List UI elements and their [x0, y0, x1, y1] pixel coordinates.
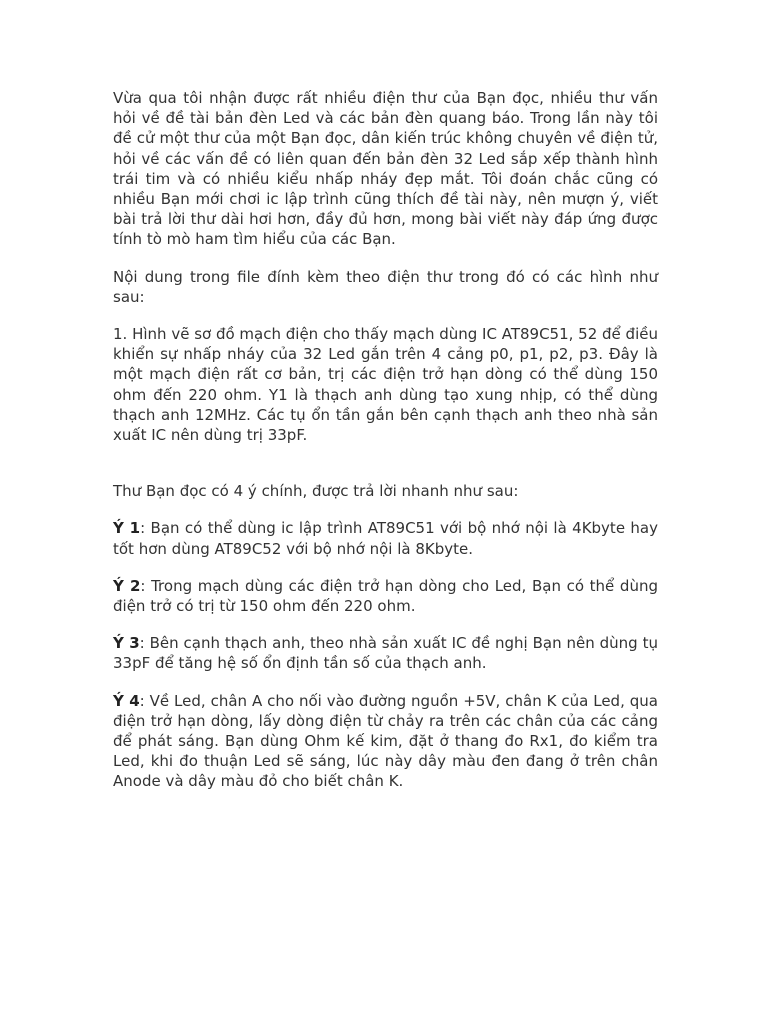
point-1-text: : Bạn có thể dùng ic lập trình AT89C51 với bộ nhớ nội là 4Kbyte hay tốt hơn dùng AT89C52 với bộ nhớ nội là 8Kbyte. [113, 519, 658, 558]
point-2-paragraph [113, 576, 658, 616]
point-1-paragraph [113, 518, 658, 558]
point-2-label: Ý 2 [113, 576, 141, 595]
point-3-label: Ý 3 [113, 634, 140, 653]
point-3-paragraph [113, 633, 658, 673]
point-1-label: Ý 1 [113, 519, 141, 538]
point-3-text: : Bên cạnh thạch anh, theo nhà sản xuất IC đề nghị Bạn nên dùng tụ 33pF để tăng hệ số ổn định tần số của thạch anh. [113, 634, 658, 673]
point-4-paragraph [113, 691, 658, 792]
point-4-text: : Về Led, chân A cho nối vào đường nguồn +5V, chân K của Led, qua điện trở hạn dòng, lấy dòng điện từ chảy ra trên các chân của các cảng để phát sáng. Bạn dùng Ohm kế kim, đặt ở thang đo Rx1, đo kiểm tra Led, khi đo thuận Led sẽ sáng, lúc này dây màu đen đang ở trên chân Anode và dây màu đỏ cho biết chân K. [113, 691, 658, 791]
point-4-label: Ý 4 [113, 691, 140, 710]
intro-paragraph: Vừa qua tôi nhận được rất nhiều điện thư của Bạn đọc, nhiều thư vấn hỏi về đề tài bản đèn Led và các bản đèn quang báo. Trong lần này tôi đề cử một thư của một Bạn đọc, dân kiến trúc không chuyên về điện tử, hỏi về các vấn đề có liên quan đến bản đèn 32 Led sắp xếp thành hình trái tim và có nhiều kiểu nhấp nháy đẹp mắt. Tôi đoán chắc cũng có nhiều Bạn mới chơi ic lập trình cũng thích đề tài này, nên mượn ý, viết bài trả lời thư dài hơi hơn, đầy đủ hơn, mong bài viết này đáp ứng được tính tò mò ham tìm hiểu của các Bạn. [113, 89, 658, 249]
attachment-intro-paragraph: Nội dung trong file đính kèm theo điện thư trong đó có các hình như sau: [113, 267, 658, 306]
point-2-text: : Trong mạch dùng các điện trở hạn dòng cho Led, Bạn có thể dùng điện trở có trị từ 150 ohm đến 220 ohm. [113, 576, 658, 616]
points-intro-paragraph: Thư Bạn đọc có 4 ý chính, được trả lời nhanh như sau: [113, 482, 519, 501]
figure-1-paragraph: 1. Hình vẽ sơ đồ mạch điện cho thấy mạch dùng IC AT89C51, 52 để điều khiển sự nhấp nháy của 32 Led gắn trên 4 cảng p0, p1, p2, p3. Đây là một mạch điện rất cơ bản, trị các điện trở hạn dòng có thể dùng 150 ohm đến 220 ohm. Y1 là thạch anh dùng tạo xung nhịp, có thể dùng thạch anh 12MHz. Các tụ ổn tần gắn bên cạnh thạch anh theo nhà sản xuất IC nên dùng trị 33pF. [113, 325, 658, 445]
document-body [113, 88, 658, 809]
